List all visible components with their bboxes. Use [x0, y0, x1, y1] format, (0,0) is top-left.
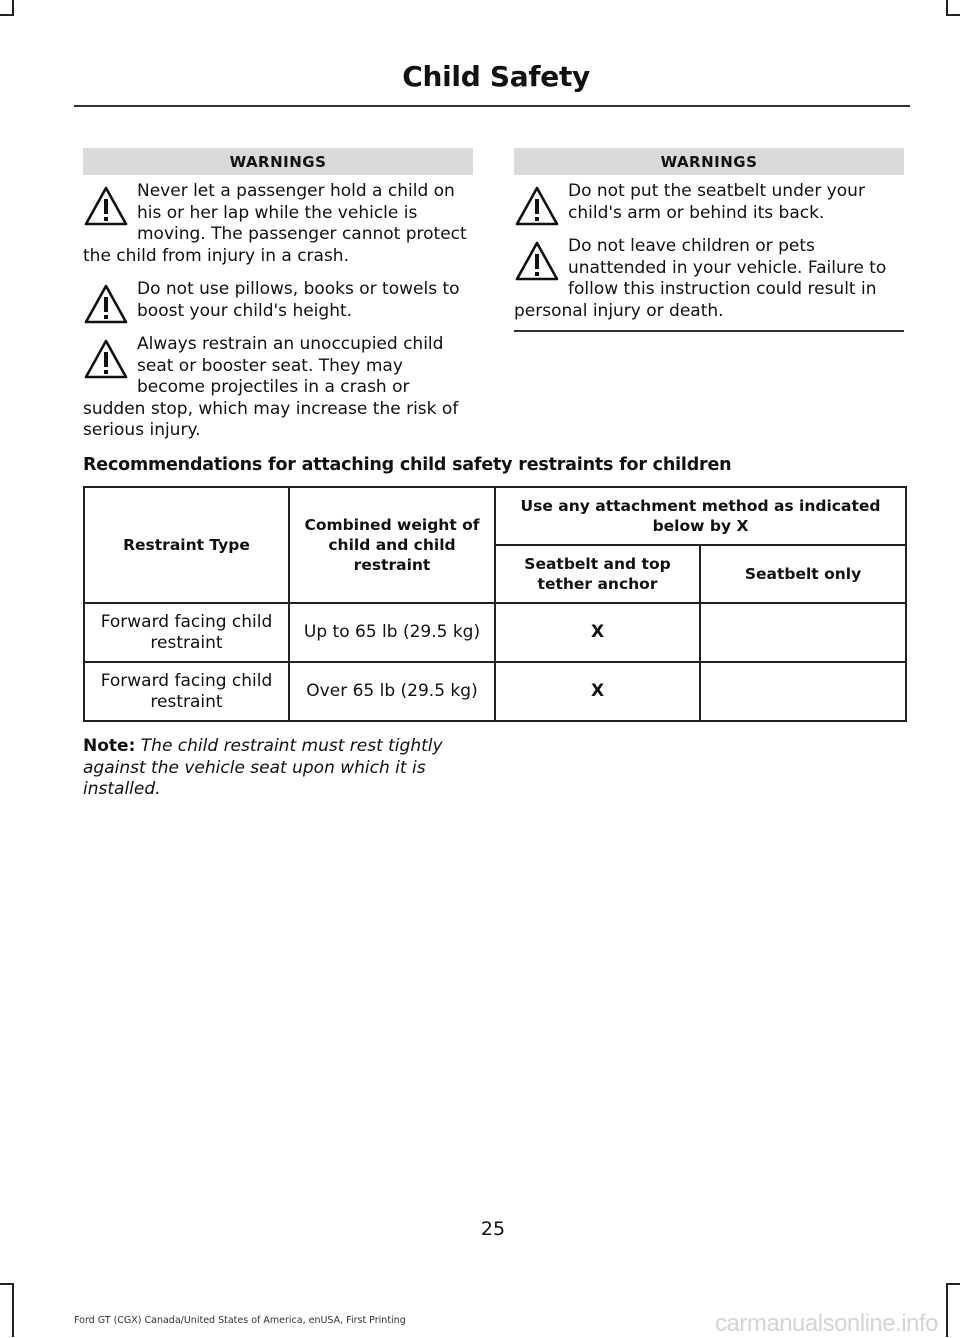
crop-mark-bottom-right-h: [946, 1283, 960, 1285]
cell-restraint-type: Forward facing child restraint: [84, 603, 289, 662]
crop-mark-bottom-right: [946, 1283, 948, 1337]
cell-weight: Over 65 lb (29.5 kg): [289, 662, 495, 721]
watermark: carmanualsonline.info: [715, 1310, 938, 1337]
crop-mark-top-right-h: [946, 14, 960, 16]
crop-mark-top-left-h: [0, 14, 14, 16]
page-title: Child Safety: [402, 60, 590, 93]
header-rule: [74, 105, 910, 107]
header-attachment-method: Use any attachment method as indicated below by X: [495, 487, 906, 545]
warning-text: Do not put the seatbelt under your child's arm or behind its back.: [568, 181, 865, 223]
warning-item: [514, 181, 904, 224]
cell-restraint-type: Forward facing child restraint: [84, 662, 289, 721]
note-text: The child restraint must rest tightly against the vehicle seat upon which it is installed.: [83, 736, 443, 799]
warning-text: Do not use pillows, books or towels to boost your child's height.: [137, 279, 460, 321]
page-number: 25: [480, 1218, 506, 1240]
table-row: [84, 662, 906, 721]
note: [83, 736, 473, 801]
warning-triangle-icon: [83, 283, 133, 329]
cell-weight: Up to 65 lb (29.5 kg): [289, 603, 495, 662]
section-title: Recommendations for attaching child safety restraints for children: [83, 455, 732, 475]
restraint-recommendation-table: [83, 486, 907, 722]
warnings-end-rule: [514, 330, 904, 332]
warning-triangle-icon: [514, 240, 564, 286]
warning-triangle-icon: [83, 185, 133, 231]
header-seatbelt-tether: Seatbelt and top tether anchor: [495, 545, 700, 603]
warnings-heading: WARNINGS: [83, 148, 473, 175]
crop-mark-bottom-left: [12, 1283, 14, 1337]
warning-text: Never let a passenger hold a child on his or her lap while the vehicle is moving. The passenger cannot protect the child from injury in a crash.: [83, 181, 467, 266]
cell-seatbelt-only: [700, 603, 906, 662]
warning-triangle-icon: [514, 185, 564, 231]
warnings-heading: WARNINGS: [514, 148, 904, 175]
cell-seatbelt-tether: X: [495, 662, 700, 721]
header-combined-weight: Combined weight of child and child restraint: [289, 487, 495, 603]
warning-item: [83, 279, 473, 322]
right-warnings-box: [514, 148, 904, 332]
warning-text: Do not leave children or pets unattended in your vehicle. Failure to follow this instruction could result in personal injury or death.: [514, 236, 887, 321]
warning-item: [83, 334, 473, 442]
header-seatbelt-only: Seatbelt only: [700, 545, 906, 603]
left-warnings-box: [83, 148, 473, 442]
cell-seatbelt-only: [700, 662, 906, 721]
warning-triangle-icon: [83, 338, 133, 384]
header-restraint-type: Restraint Type: [84, 487, 289, 603]
footer-text: Ford GT (CGX) Canada/United States of America, enUSA, First Printing: [74, 1315, 406, 1326]
table-header-row: [84, 487, 906, 545]
cell-seatbelt-tether: X: [495, 603, 700, 662]
table-row: [84, 603, 906, 662]
warning-text: Always restrain an unoccupied child seat or booster seat. They may become projectiles in a crash or sudden stop, which may increase the risk of serious injury.: [83, 334, 459, 440]
warning-item: [514, 236, 904, 322]
note-label: Note:: [83, 736, 136, 756]
crop-mark-bottom-left-h: [0, 1283, 14, 1285]
warning-item: [83, 181, 473, 267]
